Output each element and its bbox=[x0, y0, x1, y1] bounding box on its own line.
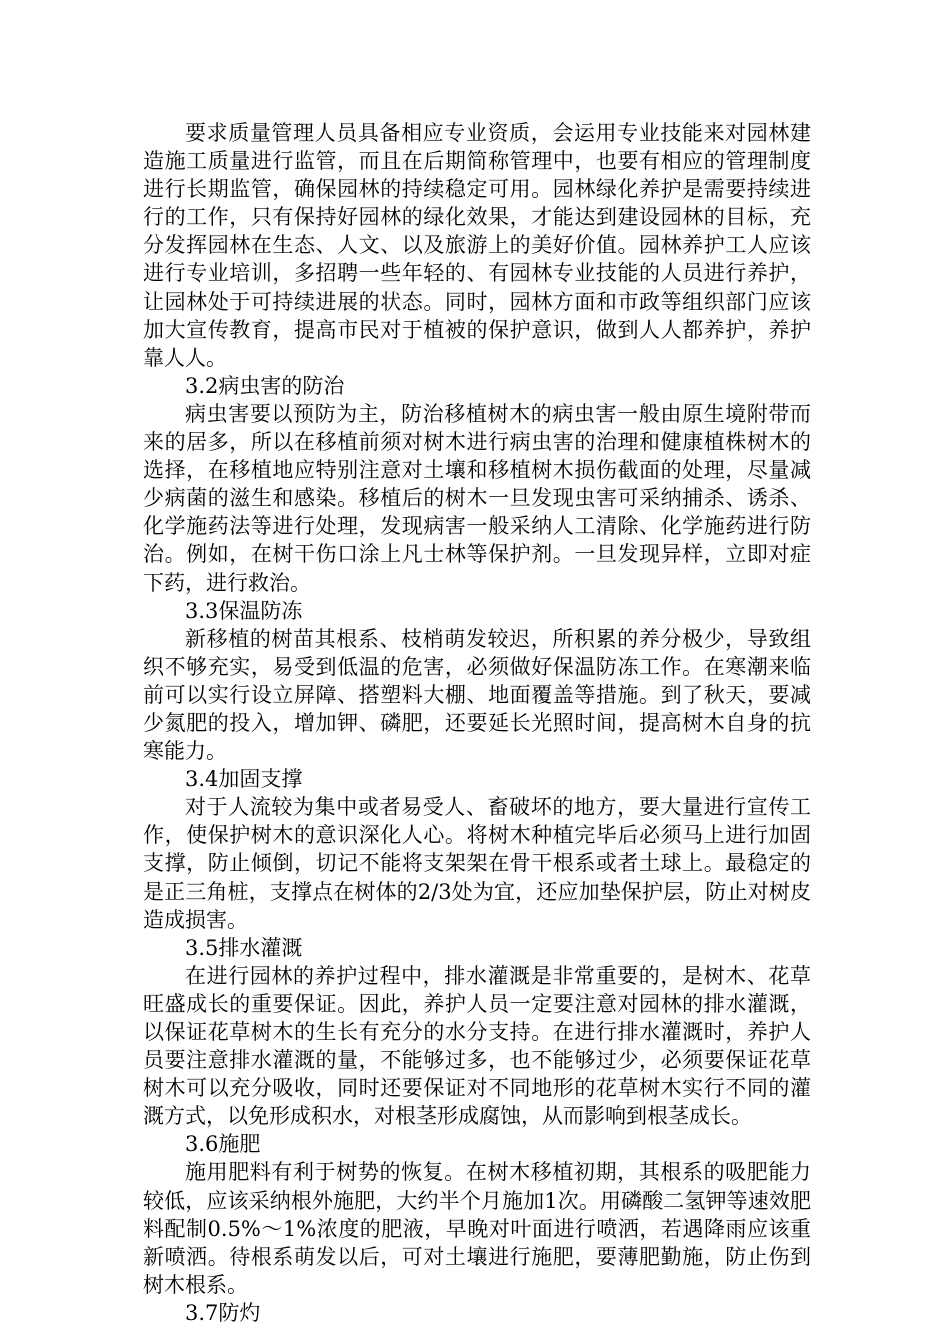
paragraph-irrigation: 在进行园林的养护过程中，排水灌溉是非常重要的，是树木、花草旺盛成长的重要保证。因此，养护人员一定要注意对园林的排水灌溉，以保证花草树木的生长有充分的水分支持。在进行排水灌溉时，养护人员要注意排水灌溉的量，不能够过多，也不能够过少，必须要保证花草树木可以充分吸收，同时还要保证对不同地形的花草树木实行不同的灌溉方式，以免形成积水，对根茎形成腐蚀，从而影响到根茎成长。 bbox=[143, 963, 811, 1129]
paragraph-support: 对于人流较为集中或者易受人、畜破坏的地方，要大量进行宣传工作，使保护树木的意识深化人心。将树木种植完毕后必须马上进行加固支撑，防止倾倒，切记不能将支架架在骨干根系或者土球上。最稳定的是正三角桩，支撑点在树体的2/3处为宜，还应加垫保护层，防止对树皮造成损害。 bbox=[143, 795, 811, 932]
section-heading-fertilization: 3.6施肥 bbox=[185, 1132, 261, 1157]
section-heading-frost-protection: 3.3保温防冻 bbox=[185, 598, 303, 623]
paragraph-frost-protection: 新移植的树苗其根系、枝梢萌发较迟，所积累的养分极少，导致组织不够充实，易受到低温的危害，必须做好保温防冻工作。在寒潮来临前可以实行设立屏障、搭塑料大棚、地面覆盖等措施。到了秋天，要减少氮肥的投入，增加钾、磷肥，还要延长光照时间，提高树木自身的抗寒能力。 bbox=[143, 626, 811, 764]
section-heading-pest-control: 3.2病虫害的防治 bbox=[185, 373, 345, 398]
section-heading-irrigation: 3.5排水灌溉 bbox=[185, 935, 303, 960]
section-heading-support: 3.4加固支撑 bbox=[185, 767, 303, 792]
document-body bbox=[143, 119, 811, 1327]
paragraph-fertilization: 施用肥料有利于树势的恢复。在树木移植初期，其根系的吸肥能力较低，应该采纳根外施肥，大约半个月施加1次。用磷酸二氢钾等速效肥料配制0.5%～1%浓度的肥液，早晚对叶面进行喷洒，若遇降雨应该重新喷洒。待根系萌发以后，可对土壤进行施肥，要薄肥勤施，防止伤到树木根系。 bbox=[143, 1160, 811, 1297]
section-heading-sunscald: 3.7防灼 bbox=[185, 1300, 261, 1325]
paragraph-quality-management: 要求质量管理人员具备相应专业资质，会运用专业技能来对园林建造施工质量进行监管，而且在后期简称管理中，也要有相应的管理制度进行长期监管，确保园林的持续稳定可用。园林绿化养护是需要持续进行的工作，只有保持好园林的绿化效果，才能达到建设园林的目标，充分发挥园林在生态、人文、以及旅游上的美好价值。园林养护工人应该进行专业培训，多招聘一些年轻的、有园林专业技能的人员进行养护，让园林处于可持续进展的状态。同时，园林方面和市政等组织部门应该加大宣传教育，提高市民对于植被的保护意识，做到人人都养护，养护靠人人。 bbox=[143, 121, 811, 370]
paragraph-pest-control: 病虫害要以预防为主，防治移植树木的病虫害一般由原生境附带而来的居多，所以在移植前须对树木进行病虫害的治理和健康植株树木的选择，在移植地应特别注意对土壤和移植树木损伤截面的处理，尽量减少病菌的滋生和感染。移植后的树木一旦发现虫害可采纳捕杀、诱杀、化学施药法等进行处理，发现病害一般采纳人工清除、化学施药进行防治。例如，在树干伤口涂上凡士林等保护剂。一旦发现异样，立即对症下药，进行救治。 bbox=[143, 401, 811, 595]
